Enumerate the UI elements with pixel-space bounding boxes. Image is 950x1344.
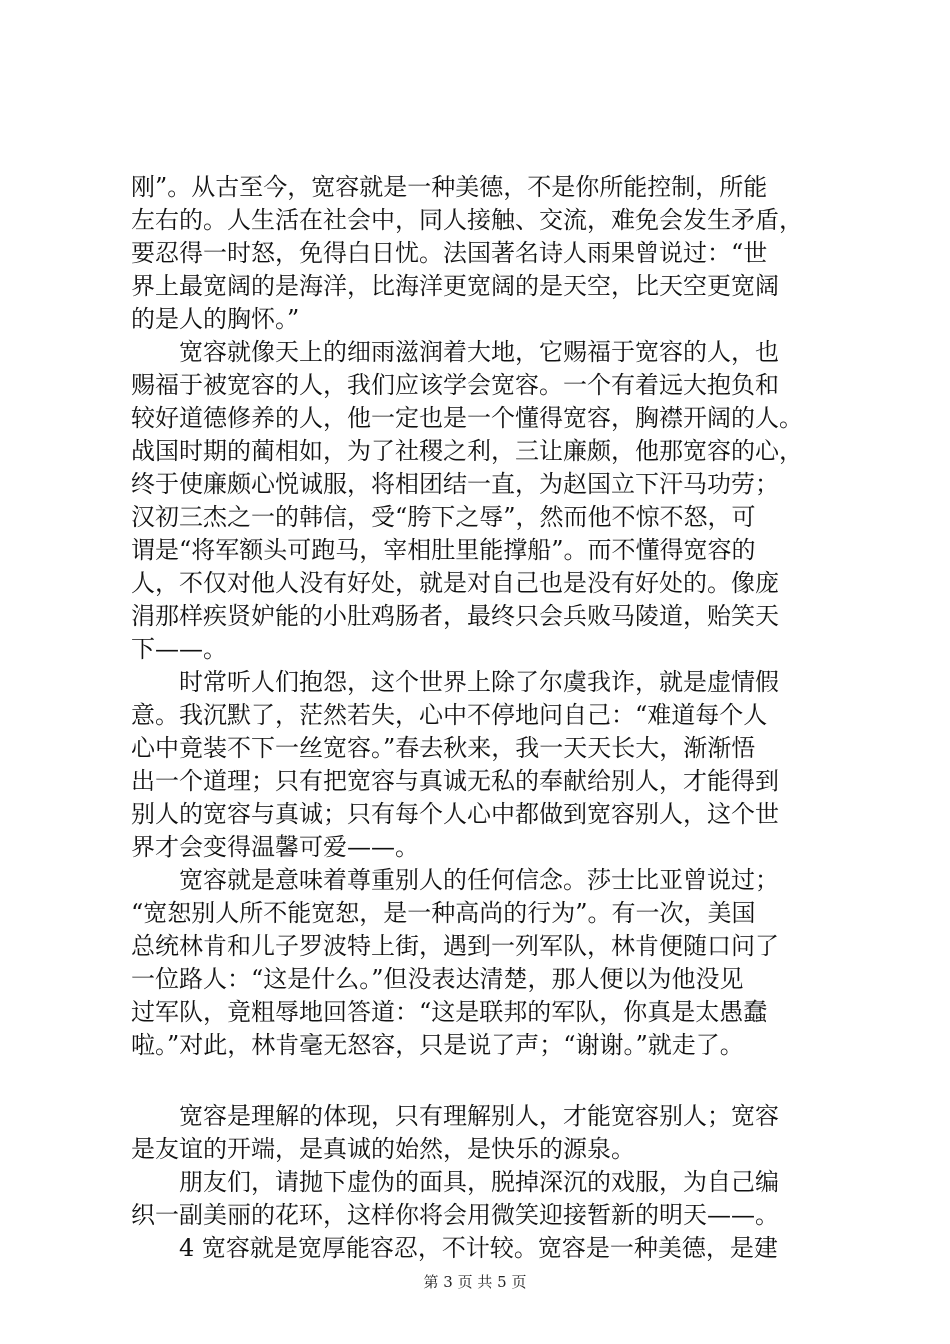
text-line: 赐福于被宽容的人，我们应该学会宽容。一个有着远大抱负和 — [131, 371, 779, 399]
text-line: 是友谊的开端，是真诚的始然，是快乐的源泉。 — [131, 1135, 635, 1163]
text-line: 织一副美丽的花环，这样你将会用微笑迎接暂新的明天——。 — [131, 1201, 779, 1229]
page-footer: 第 3 页 共 5 页 — [423, 1273, 527, 1291]
text-line: 战国时期的蔺相如，为了社稷之利，三让廉颇，他那宽容的心， — [131, 437, 803, 465]
text-line: 界才会变得温馨可爱——。 — [131, 833, 419, 861]
text-line: 谓是“将军额头可跑马，宰相肚里能撑船”。而不懂得宽容的 — [131, 536, 756, 564]
text-line: 别人的宽容与真诚；只有每个人心中都做到宽容别人，这个世 — [131, 800, 779, 828]
text-line — [131, 1062, 851, 1100]
text-line: 宽容是理解的体现，只有理解别人，才能宽容别人；宽容 — [131, 1102, 779, 1130]
text-line: 意。我沉默了，茫然若失，心中不停地问自己：“难道每个人 — [131, 701, 768, 729]
text-line: 人，不仅对他人没有好处，就是对自己也是没有好处的。像庞 — [131, 569, 779, 597]
text-line: 刚”。从古至今，宽容就是一种美德，不是你所能控制，所能 — [131, 173, 768, 201]
text-line: 总统林肯和儿子罗波特上街，遇到一列军队，林肯便随口问了 — [131, 932, 779, 960]
text-line: 时常听人们抱怨，这个世界上除了尔虞我诈，就是虚情假 — [131, 668, 779, 696]
text-line: 过军队，竟粗辱地回答道：“这是联邦的军队，你真是太愚蠢 — [131, 998, 768, 1026]
text-line: 汉初三杰之一的韩信，受“胯下之辱”，然而他不惊不怒，可 — [131, 503, 756, 531]
text-line: 终于使廉颇心悦诚服，将相团结一直，为赵国立下汗马功劳； — [131, 470, 779, 498]
text-line: 宽容就像天上的细雨滋润着大地，它赐福于宽容的人，也 — [131, 338, 779, 366]
document-body — [131, 171, 851, 1265]
text-line: 左右的。人生活在社会中，同人接触、交流，难免会发生矛盾， — [131, 206, 803, 234]
text-line: 一位路人：“这是什么。”但没表达清楚，那人便以为他没见 — [131, 965, 744, 993]
text-line: 出一个道理；只有把宽容与真诚无私的奉献给别人，才能得到 — [131, 767, 779, 795]
text-line: 涓那样疾贤妒能的小肚鸡肠者，最终只会兵败马陵道，贻笑天 — [131, 602, 779, 630]
text-line: 的是人的胸怀。” — [131, 305, 300, 333]
text-line: 啦。”对此，林肯毫无怒容，只是说了声；“谢谢。”就走了。 — [131, 1031, 744, 1059]
text-line: 要忍得一时怒，免得白日忧。法国著名诗人雨果曾说过：“世 — [131, 239, 768, 267]
text-line: 4 宽容就是宽厚能容忍，不计较。宽容是一种美德，是建 — [131, 1234, 778, 1262]
text-line: 下——。 — [131, 635, 227, 663]
text-line: 界上最宽阔的是海洋，比海洋更宽阔的是天空，比天空更宽阔 — [131, 272, 779, 300]
text-line: 宽容就是意味着尊重别人的任何信念。莎士比亚曾说过； — [131, 866, 779, 894]
text-line: “宽恕别人所不能宽恕，是一种高尚的行为”。有一次，美国 — [131, 899, 756, 927]
text-line: 心中竟装不下一丝宽容。”春去秋来，我一天天长大，渐渐悟 — [131, 734, 756, 762]
text-line: 朋友们，请抛下虚伪的面具，脱掉深沉的戏服，为自己编 — [131, 1168, 779, 1196]
text-line: 较好道德修养的人，他一定也是一个懂得宽容，胸襟开阔的人。 — [131, 404, 803, 432]
